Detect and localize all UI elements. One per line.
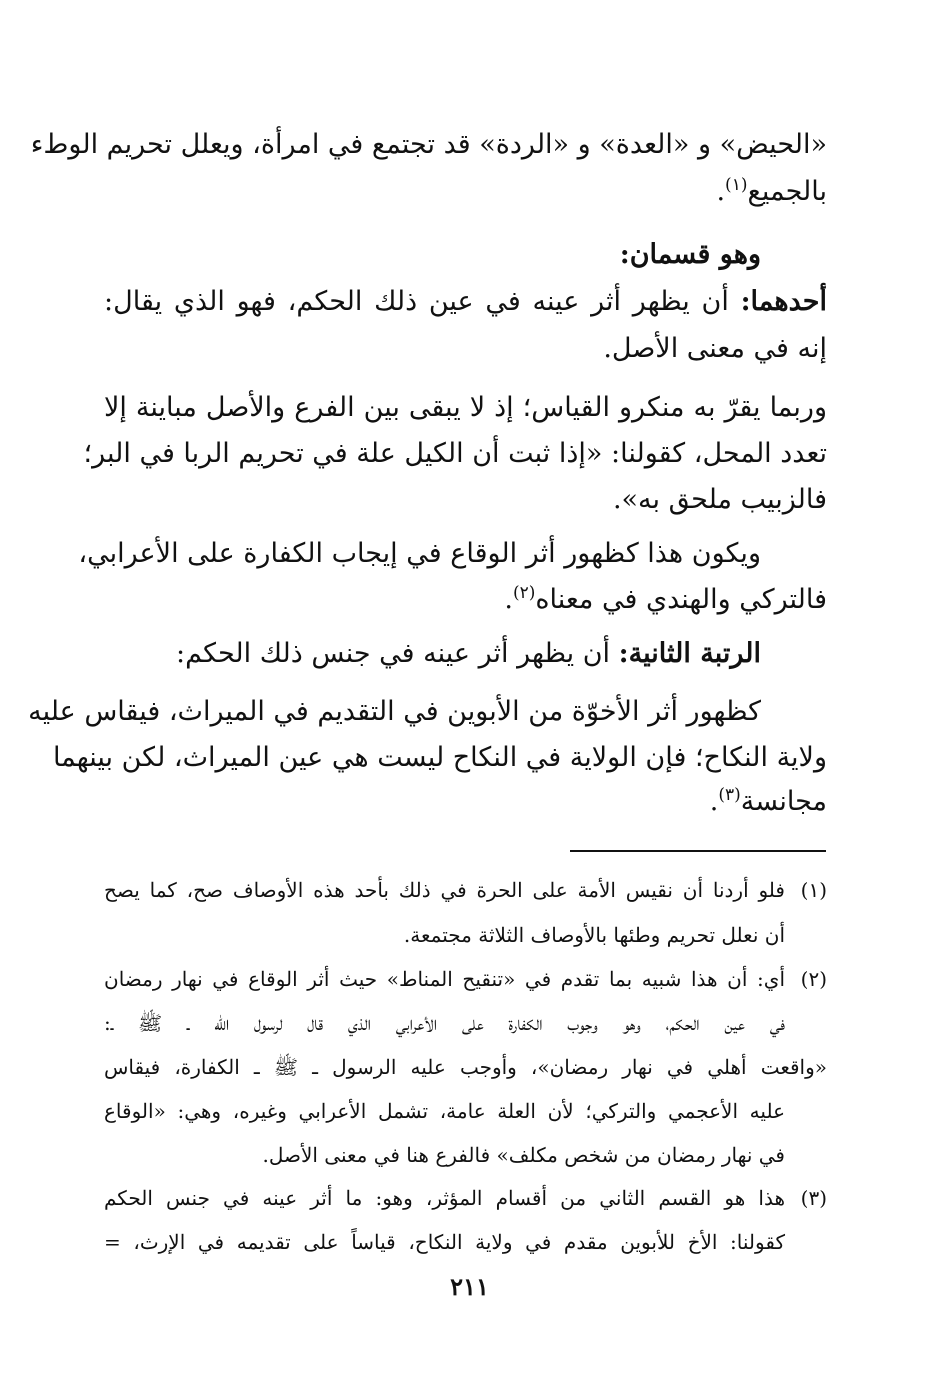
footnote-line: كقولنا: الأخ للأبوين مقدم في ولاية النكاح، قياساً على تقديمه في الإرث، =: [104, 1230, 785, 1254]
body-text: .: [504, 584, 513, 615]
body-line: ولاية النكاح؛ فإن الولاية في النكاح ليست هي عين الميراث، لكن بينهما: [52, 742, 827, 773]
footnote-text: أي: أن هذا شبيه بما تقدم في «تنقيح المناط» حيث أثر الوقاع في نهار رمضان: [104, 967, 785, 991]
body-line: كظهور أثر الأخوّة من الأبوين في التقديم في الميراث، فيقاس عليه: [28, 696, 761, 727]
footnote-1: [104, 873, 827, 907]
footnote-text: فلو أردنا أن نقيس الأمة على الحرة في ذلك بأحد هذه الأوصاف صح، كما يصح: [104, 878, 785, 902]
footnote-line: في عين الحكم، وهو وجوب الكفارة على الأعرابي الذي قال لرسول الله ـ ﷺ ـ:: [104, 1011, 785, 1035]
body-line: [104, 280, 827, 324]
term-label: أحدهما:: [740, 286, 827, 317]
footnote-number: (٣): [800, 1186, 827, 1210]
footnote-ref-3[interactable]: (٣): [718, 785, 741, 805]
section-heading: وهو قسمان:: [619, 239, 761, 270]
footnote-line: في نهار رمضان من شخص مكلف» فالفرع هنا في معنى الأصل.: [262, 1143, 785, 1167]
body-text: بالجميع: [747, 176, 827, 207]
body-line: وربما يقرّ به منكرو القياس؛ إذ لا يبقى بين الفرع والأصل مباينة إلا: [104, 392, 827, 423]
body-line: تعدد المحل، كقولنا: «إذا ثبت أن الكيل علة في تحريم الربا في البر؛: [83, 438, 827, 469]
body-line: «الحيض» و «العدة» و «الردة» قد تجتمع في امرأة، ويعلل تحريم الوطء: [30, 129, 827, 160]
term-label: الرتبة الثانية:: [618, 638, 761, 669]
body-text: أن يظهر أثر عينه في عين ذلك الحكم، فهو الذي يقال:: [104, 286, 741, 317]
footnote-text: هذا هو القسم الثاني من أقسام المؤثر، وهو: ما أثر عينه في جنس الحكم: [104, 1186, 785, 1210]
body-line: [104, 780, 827, 824]
body-line: ويكون هذا كظهور أثر الوقاع في إيجاب الكفارة على الأعرابي،: [78, 538, 761, 569]
body-line: إنه في معنى الأصل.: [603, 333, 827, 364]
footnote-ref-2[interactable]: (٢): [512, 583, 536, 603]
body-text: .: [716, 176, 726, 207]
body-text: أن يظهر أثر عينه في جنس ذلك الحكم:: [176, 638, 619, 669]
footnote-line: «واقعت أهلي في نهار رمضان»، وأوجب عليه الرسول ـ ﷺ ـ الكفارة، فيقاس: [104, 1055, 827, 1079]
body-line: فالزبيب ملحق به».: [612, 484, 827, 515]
body-line: [104, 578, 827, 622]
footnote-3: [104, 1181, 827, 1215]
footnote-ref-1[interactable]: (١): [725, 175, 748, 195]
body-text: فالتركي والهندي في معناه: [535, 584, 827, 615]
footnote-number: (٢): [800, 967, 827, 991]
footnote-line: أن نعلل تحريم وطئها بالأوصاف الثلاثة مجتمعة.: [403, 923, 785, 947]
footnote-separator: [570, 850, 826, 852]
body-line: [104, 170, 827, 214]
body-text: .: [709, 786, 719, 817]
footnote-2: [104, 962, 827, 996]
body-line: [104, 632, 761, 676]
footnote-number: (١): [800, 878, 827, 902]
footnote-line: عليه الأعجمي والتركي؛ لأن العلة عامة، تشمل الأعرابي وغيره، وهي: «الوقاع: [104, 1099, 785, 1123]
body-text: مجانسة: [740, 786, 827, 817]
page-number: ٢١١: [450, 1272, 489, 1301]
